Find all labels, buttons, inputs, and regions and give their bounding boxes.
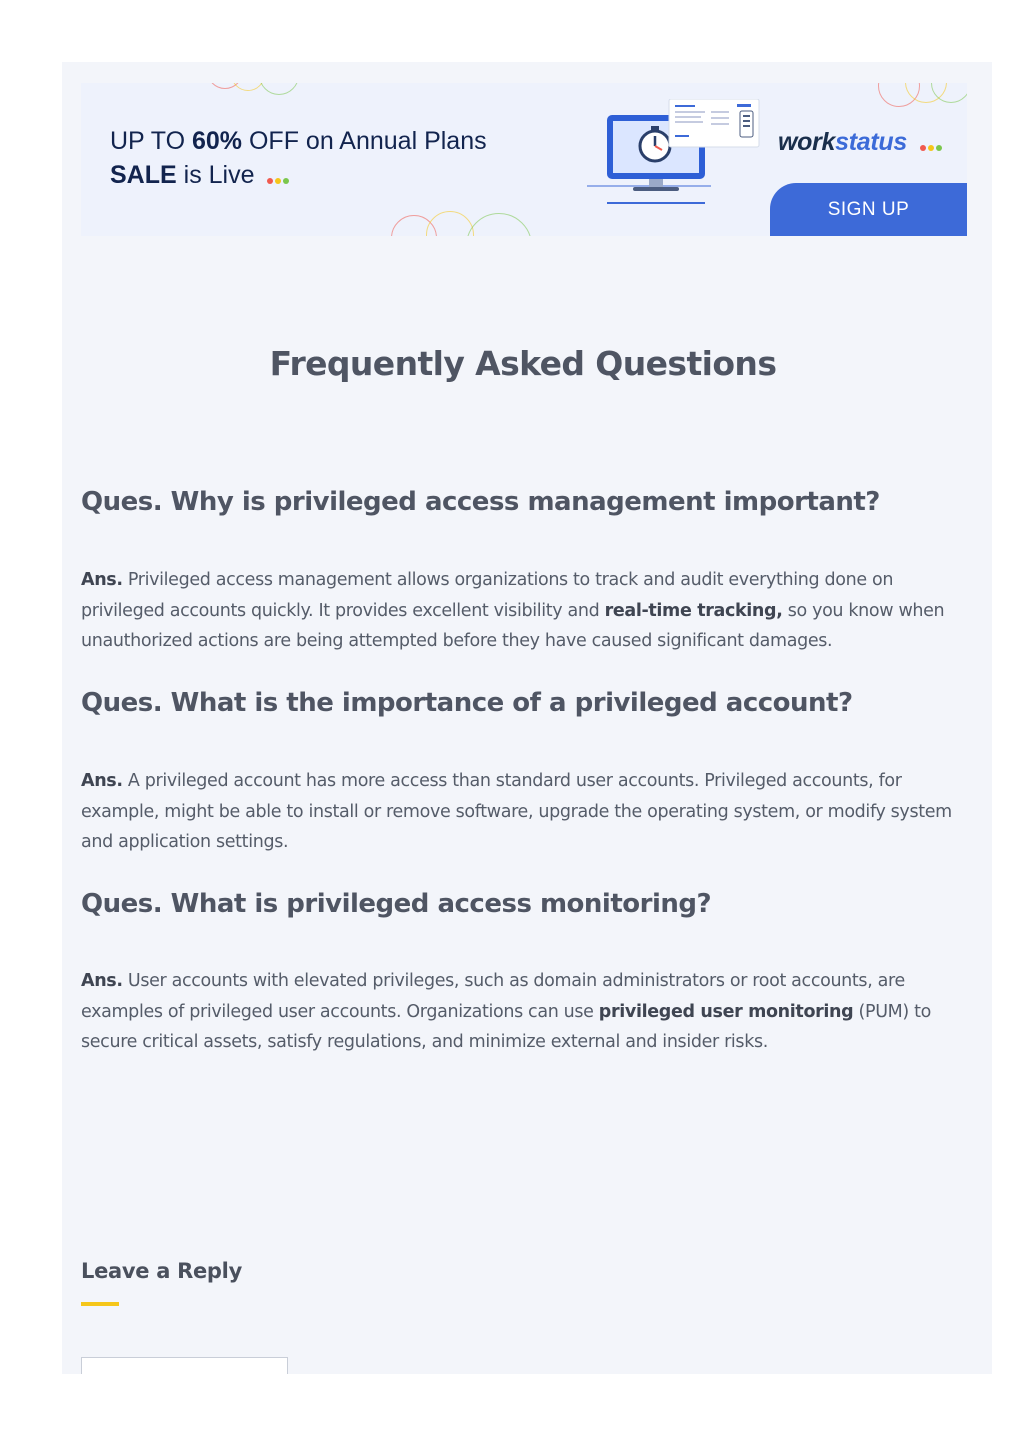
decor-ring [231,83,265,91]
banner-sale-word: SALE [110,161,177,189]
answer-text: User accounts with elevated privileges, such as domain administrators or root accounts, are examples of privileged user accounts. Organizations can use [81,971,905,1022]
faq-answer [81,565,973,657]
reply-heading-underline [81,1302,119,1306]
decor-ring [466,213,532,236]
faq-question: Ques. Why is privileged access management important? [81,487,880,517]
signup-button-label: SIGN UP [827,198,910,220]
monitor-illustration-icon [587,99,777,224]
banner-suffix-text: OFF on Annual Plans [242,127,487,155]
answer-text: (PUM) to secure critical assets, satisfy regulations, and minimize external and insider risks. [81,1001,931,1052]
logo-text-status: status [835,128,907,156]
decor-ring [259,83,299,95]
banner-discount: 60% [191,127,243,155]
banner-subline [110,161,291,191]
answer-text: so you know when unauthorized actions are being attempted before they have caused significant damages. [81,600,945,651]
faq-question: Ques. What is the importance of a privileged account? [81,688,853,718]
brand-dots-icon [267,162,291,191]
workstatus-logo [778,128,944,158]
brand-dots-icon [920,129,944,158]
answer-label: Ans. [81,771,123,791]
faq-question: Ques. What is privileged access monitoring? [81,889,712,919]
decor-ring [426,211,474,236]
answer-text: A privileged account has more access than standard user accounts. Privileged accounts, for example, might be able to install or remove software, upgrade the operating system, or modify system and application settings. [81,771,952,852]
answer-text: Privileged access management allows organizations to track and audit everything done on privileged accounts quickly. It provides excellent visibility and [81,570,894,621]
reply-name-field[interactable] [81,1357,288,1374]
leave-reply-heading: Leave a Reply [81,1259,242,1283]
faq-title: Frequently Asked Questions [269,344,777,383]
faq-answer [81,966,973,1058]
answer-label: Ans. [81,971,123,991]
banner-live-text: is Live [176,161,255,189]
answer-emphasis: real-time tracking, [604,600,783,621]
answer-label: Ans. [81,570,123,590]
content-card [62,62,992,1374]
answer-emphasis: privileged user monitoring [598,1001,854,1022]
logo-text-work: work [778,128,836,156]
banner-headline [110,127,487,156]
promo-banner[interactable] [81,83,967,236]
faq-answer [81,766,973,858]
signup-button[interactable] [770,183,967,236]
banner-prefix-text: UP TO [110,127,192,155]
